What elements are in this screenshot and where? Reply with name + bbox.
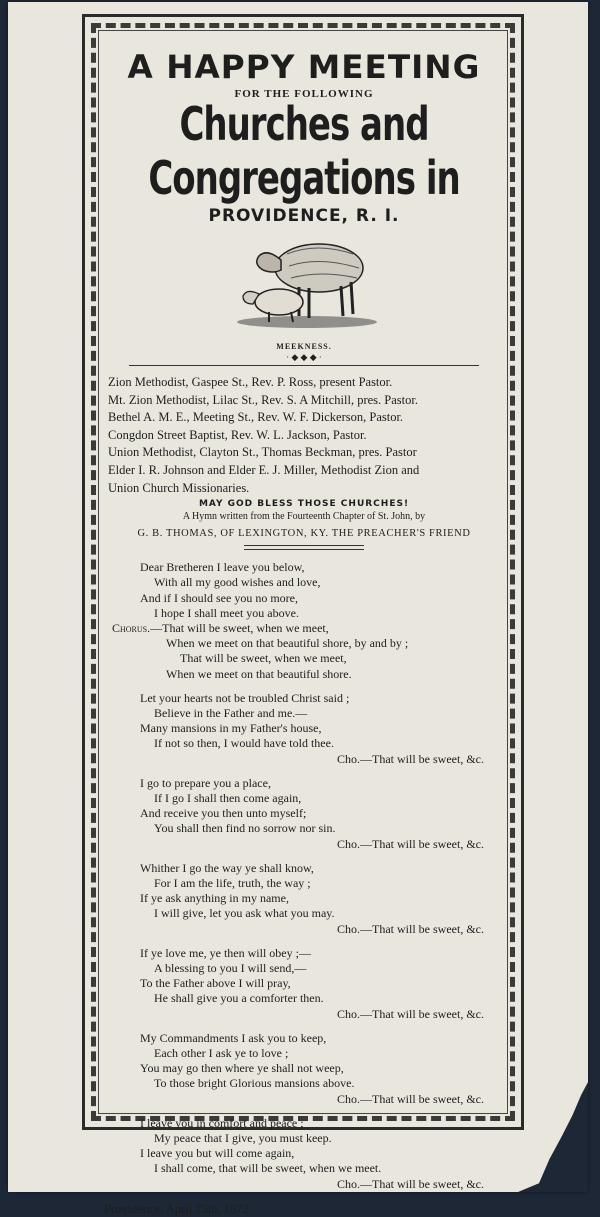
verse-line: Many mansions in my Father's house,	[140, 721, 322, 736]
church-list	[100, 374, 508, 497]
torn-corner	[518, 1082, 588, 1192]
image-caption: MEEKNESS.	[276, 342, 332, 351]
signoff-date: Providence, April 25th, 1872.	[104, 1201, 252, 1216]
verse-line: Believe in the Father and me.—	[154, 705, 308, 720]
divider-rule	[129, 365, 479, 366]
chorus-reference: Cho.—That will be sweet, &c.	[337, 751, 484, 766]
main-title: A HAPPY MEETING	[127, 48, 481, 86]
stanza	[140, 1116, 508, 1192]
stanza	[140, 691, 508, 767]
verse-line: For I am the life, truth, the way ;	[154, 876, 311, 891]
verse-line: I hope I shall meet you above.	[154, 605, 299, 620]
church-line: Union Church Missionaries.	[108, 480, 250, 495]
chorus-reference: Cho.—That will be sweet, &c.	[337, 1091, 484, 1106]
chorus-reference: Cho.—That will be sweet, &c.	[337, 921, 484, 936]
verse-line: And receive you then unto myself;	[140, 806, 307, 821]
chorus-reference: Cho.—That will be sweet, &c.	[337, 1006, 484, 1021]
chorus-line: That will be sweet, when we meet,	[180, 651, 347, 666]
church-line: Bethel A. M. E., Meeting St., Rev. W. F. Dickerson, Pastor.	[108, 410, 404, 425]
stanza	[112, 560, 508, 682]
hymn-text	[100, 560, 508, 1192]
sheep-illustration	[100, 232, 508, 342]
chorus-reference: Cho.—That will be sweet, &c.	[337, 836, 484, 851]
verse-line: Whither I go the way ye shall know,	[140, 860, 314, 875]
decorative-divider	[244, 545, 364, 550]
verse-line: Let your hearts not be troubled Christ said ;	[140, 690, 350, 705]
verse-line: If I go I shall then come again,	[154, 791, 302, 805]
church-line: Mt. Zion Methodist, Lilac St., Rev. S. A Mitchill, pres. Pastor.	[108, 392, 418, 407]
stanza	[140, 776, 508, 852]
chorus-line: When we meet on that beautiful shore, by and by ;	[166, 636, 409, 651]
chorus-text: —That will be sweet, when we meet,	[150, 620, 329, 635]
subtitle: FOR THE FOLLOWING	[234, 88, 374, 100]
verse-line: I leave you in comfort and peace ;	[140, 1115, 304, 1130]
broadside-content	[100, 36, 508, 1217]
verse-line: If ye love me, ye then will obey ;—	[140, 945, 311, 960]
verse-line: I go to prepare you a place,	[140, 775, 271, 790]
verse-line: To those bright Glorious mansions above.	[154, 1076, 355, 1091]
verse-line: Each other I ask ye to love ;	[154, 1046, 289, 1061]
verse-line: Dear Bretheren I leave you below,	[140, 560, 305, 575]
verse-line: If ye ask anything in my name,	[140, 891, 289, 906]
heading-churches: Churches and Congregations in	[148, 98, 460, 206]
verse-line: I leave you but will come again,	[140, 1146, 295, 1161]
church-line: Elder I. R. Johnson and Elder E. J. Miller, Methodist Zion and	[108, 462, 420, 477]
church-line: Zion Methodist, Gaspee St., Rev. P. Ross, present Pastor.	[108, 375, 393, 389]
verse-line: He shall give you a comforter then.	[154, 991, 324, 1006]
verse-line: And if I should see you no more,	[140, 590, 298, 605]
stanza	[140, 1031, 508, 1107]
chorus-reference: Cho.—That will be sweet, &c.	[337, 1176, 484, 1191]
chorus-label: Chorus.	[112, 620, 151, 635]
ornament-divider: ⋅ ◆ ◆ ◆ ⋅	[286, 352, 322, 362]
stanza	[140, 861, 508, 937]
verse-line: You may go then where ye shall not weep,	[140, 1061, 344, 1076]
chorus-line: When we meet on that beautiful shore.	[166, 666, 352, 681]
stanza	[140, 946, 508, 1022]
sheep-icon	[229, 232, 379, 340]
church-line: Union Methodist, Clayton St., Thomas Beckman, pres. Pastor	[108, 445, 417, 460]
verse-line: To the Father above I will pray,	[140, 976, 291, 991]
hymn-note: A Hymn written from the Fourteenth Chapter of St. John, by	[182, 511, 426, 523]
verse-line: You shall then find no sorrow nor sin.	[154, 821, 336, 836]
verse-line: My peace that I give, you must keep.	[154, 1131, 332, 1146]
verse-line: A blessing to you I will send,—	[154, 961, 307, 976]
blessing-line: MAY GOD BLESS THOSE CHURCHES!	[198, 499, 410, 510]
chorus-line	[112, 620, 508, 636]
verse-line: With all my good wishes and love,	[154, 575, 321, 590]
verse-line: I shall come, that will be sweet, when we meet.	[154, 1161, 382, 1176]
heading-city: PROVIDENCE, R. I.	[208, 206, 400, 226]
verse-line: I will give, let you ask what you may.	[154, 906, 335, 921]
verse-line: If not so then, I would have told thee.	[154, 736, 334, 751]
verse-line: My Commandments I ask you to keep,	[140, 1030, 327, 1045]
church-line: Congdon Street Baptist, Rev. W. L. Jackson, Pastor.	[108, 427, 367, 442]
author-line: G. B. THOMAS, OF LEXINGTON, KY. THE PREACHER'S FRIEND	[137, 528, 471, 540]
